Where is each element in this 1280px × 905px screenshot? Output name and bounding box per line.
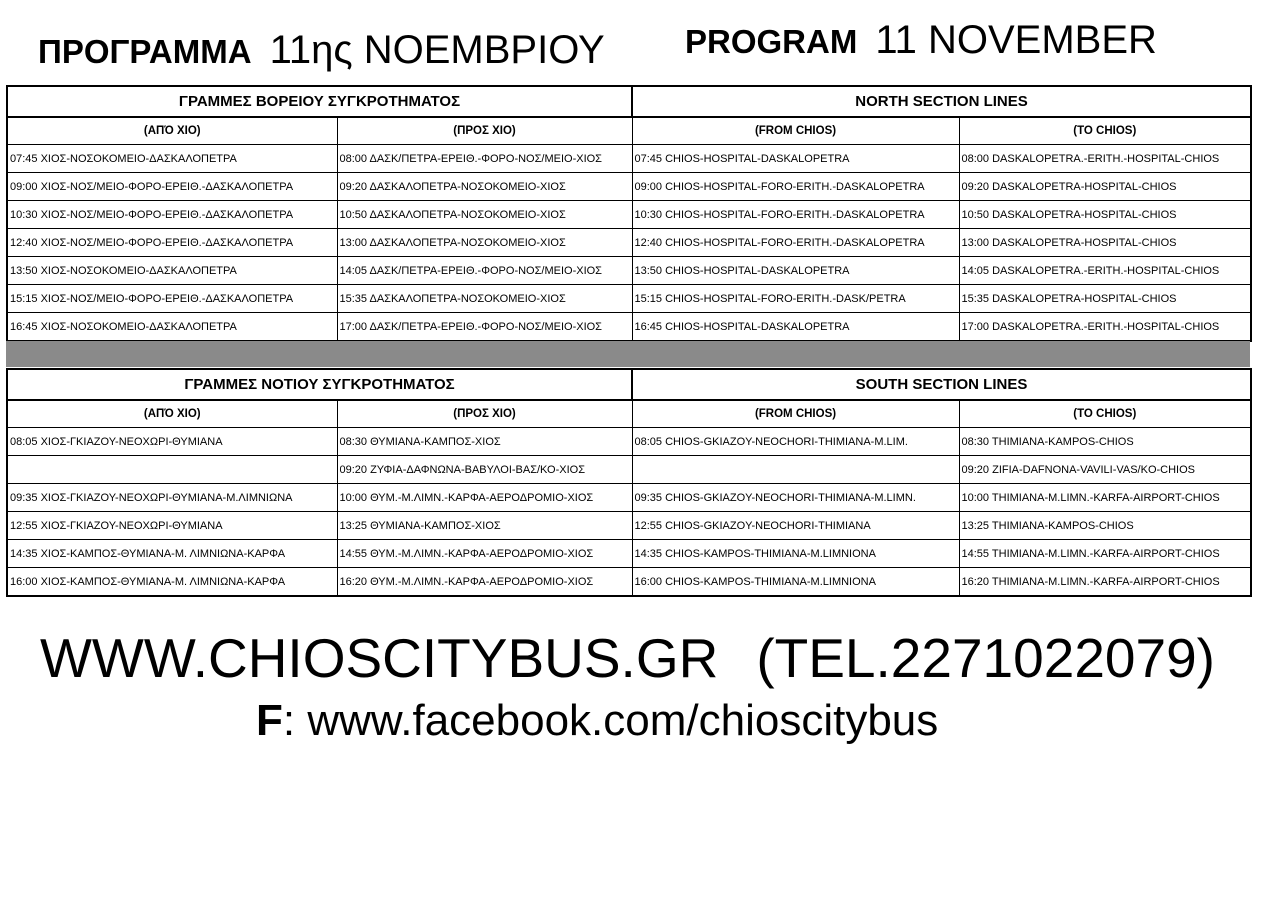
schedule-cell: 16:20 THIMIANA-M.LIMN.-KARFA-AIRPORT-CHIOS (959, 568, 1251, 597)
schedule-cell: 09:35 ΧΙΟΣ-ΓΚΙΑΖΟΥ-ΝΕΟΧΩΡΙ-ΘΥΜΙΑΝΑ-Μ.ΛΙΜΝΙΩΝΑ (7, 484, 337, 512)
schedule-cell: 13:50 CHIOS-HOSPITAL-DASKALOPETRA (632, 257, 959, 285)
north-english-title: NORTH SECTION LINES (632, 86, 1251, 117)
schedule-cell: 12:55 CHIOS-GKIAZOY-NEOCHORI-THIMIANA (632, 512, 959, 540)
schedule-cell: 09:20 ZIFIA-DAFNONA-VAVILI-VAS/KO-CHIOS (959, 456, 1251, 484)
schedule-cell: 07:45 ΧΙΟΣ-ΝΟΣΟΚΟΜΕΙΟ-ΔΑΣΚΑΛΟΠΕΤΡΑ (7, 145, 337, 173)
schedule-cell: 14:55 THIMIANA-M.LIMN.-KARFA-AIRPORT-CHIOS (959, 540, 1251, 568)
schedule-cell: 13:00 ΔΑΣΚΑΛΟΠΕΤΡΑ-ΝΟΣΟΚΟΜΕΙΟ-ΧΙΟΣ (337, 229, 632, 257)
north-column-header: (ΠΡΟΣ ΧΙΟ) (337, 117, 632, 145)
schedule-cell: 12:40 ΧΙΟΣ-ΝΟΣ/ΜΕΙΟ-ΦΟΡΟ-ΕΡΕΙΘ.-ΔΑΣΚΑΛΟΠΕΤΡΑ (7, 229, 337, 257)
schedule-cell: 16:45 ΧΙΟΣ-ΝΟΣΟΚΟΜΕΙΟ-ΔΑΣΚΑΛΟΠΕΤΡΑ (7, 313, 337, 342)
table-row (7, 484, 1251, 512)
schedule-cell: 13:00 DASKALOPETRA-HOSPITAL-CHIOS (959, 229, 1251, 257)
schedule-cell: 15:35 ΔΑΣΚΑΛΟΠΕΤΡΑ-ΝΟΣΟΚΟΜΕΙΟ-ΧΙΟΣ (337, 285, 632, 313)
schedule-cell: 10:30 ΧΙΟΣ-ΝΟΣ/ΜΕΙΟ-ΦΟΡΟ-ΕΡΕΙΘ.-ΔΑΣΚΑΛΟΠΕΤΡΑ (7, 201, 337, 229)
schedule-cell: 08:05 ΧΙΟΣ-ΓΚΙΑΖΟΥ-ΝΕΟΧΩΡΙ-ΘΥΜΙΑΝΑ (7, 428, 337, 456)
schedule-cell: 17:00 DASKALOPETRA.-ERITH.-HOSPITAL-CHIOS (959, 313, 1251, 342)
schedule-cell: 08:00 ΔΑΣΚ/ΠΕΤΡΑ-ΕΡΕΙΘ.-ΦΟΡΟ-ΝΟΣ/ΜΕΙΟ-ΧΙΟΣ (337, 145, 632, 173)
schedule-cell: 10:50 ΔΑΣΚΑΛΟΠΕΤΡΑ-ΝΟΣΟΚΟΜΕΙΟ-ΧΙΟΣ (337, 201, 632, 229)
table-row (7, 229, 1251, 257)
facebook-link[interactable]: : www.facebook.com/chioscitybus (282, 696, 939, 745)
schedule-cell: 12:40 CHIOS-HOSPITAL-FORO-ERITH.-DASKALOPETRA (632, 229, 959, 257)
facebook-icon: F (256, 696, 283, 745)
schedule-cell: 14:35 CHIOS-KAMPOS-THIMIANA-M.LIMNIONA (632, 540, 959, 568)
schedule-cell: 09:20 ΖΥΦΙΑ-ΔΑΦΝΩΝΑ-ΒΑΒΥΛΟΙ-ΒΑΣ/ΚΟ-ΧΙΟΣ (337, 456, 632, 484)
schedule-cell: 16:00 CHIOS-KAMPOS-THIMIANA-M.LIMNIONA (632, 568, 959, 597)
phone-number: (TEL.2271022079) (756, 627, 1215, 689)
schedule-cell: 14:05 DASKALOPETRA.-ERITH.-HOSPITAL-CHIOS (959, 257, 1251, 285)
section-divider (6, 341, 1250, 367)
table-row (7, 313, 1251, 342)
schedule-cell: 10:00 THIMIANA-M.LIMN.-KARFA-AIRPORT-CHIOS (959, 484, 1251, 512)
table-row (7, 201, 1251, 229)
schedule-cell: 09:00 CHIOS-HOSPITAL-FORO-ERITH.-DASKALOPETRA (632, 173, 959, 201)
schedule-cell: 07:45 CHIOS-HOSPITAL-DASKALOPETRA (632, 145, 959, 173)
schedule-cell (632, 456, 959, 484)
schedule-cell: 09:20 ΔΑΣΚΑΛΟΠΕΤΡΑ-ΝΟΣΟΚΟΜΕΙΟ-ΧΙΟΣ (337, 173, 632, 201)
north-schedule-table (6, 85, 1252, 342)
website-link[interactable]: WWW.CHIOSCITYBUS.GR (40, 627, 719, 689)
footer-contact (40, 628, 1215, 689)
south-column-header: (FROM CHIOS) (632, 400, 959, 428)
greek-date: 11ης ΝΟΕΜΒΡΙΟΥ (269, 28, 605, 72)
schedule-cell: 09:00 ΧΙΟΣ-ΝΟΣ/ΜΕΙΟ-ΦΟΡΟ-ΕΡΕΙΘ.-ΔΑΣΚΑΛΟΠΕΤΡΑ (7, 173, 337, 201)
north-column-header: (TO CHIOS) (959, 117, 1251, 145)
schedule-cell: 10:30 CHIOS-HOSPITAL-FORO-ERITH.-DASKALOPETRA (632, 201, 959, 229)
south-schedule-table (6, 368, 1252, 597)
schedule-cell: 12:55 ΧΙΟΣ-ΓΚΙΑΖΟΥ-ΝΕΟΧΩΡΙ-ΘΥΜΙΑΝΑ (7, 512, 337, 540)
table-row (7, 512, 1251, 540)
schedule-cell: 13:50 ΧΙΟΣ-ΝΟΣΟΚΟΜΕΙΟ-ΔΑΣΚΑΛΟΠΕΤΡΑ (7, 257, 337, 285)
schedule-cell: 09:20 DASKALOPETRA-HOSPITAL-CHIOS (959, 173, 1251, 201)
schedule-cell: 14:35 ΧΙΟΣ-ΚΑΜΠΟΣ-ΘΥΜΙΑΝΑ-Μ. ΛΙΜΝΙΩΝΑ-ΚΑΡΦΑ (7, 540, 337, 568)
north-column-header: (ΑΠΌ ΧΙΟ) (7, 117, 337, 145)
schedule-cell: 08:30 ΘΥΜΙΑΝΑ-ΚΑΜΠΟΣ-ΧΙΟΣ (337, 428, 632, 456)
schedule-cell: 08:05 CHIOS-GKIAZOY-NEOCHORI-THIMIANA-M.LIM. (632, 428, 959, 456)
south-column-header: (TO CHIOS) (959, 400, 1251, 428)
south-column-header: (ΠΡΟΣ ΧΙΟ) (337, 400, 632, 428)
schedule-cell: 09:35 CHIOS-GKIAZOY-NEOCHORI-THIMIANA-M.LIMN. (632, 484, 959, 512)
south-column-header: (ΑΠΌ ΧΙΟ) (7, 400, 337, 428)
english-program-label: PROGRAM (685, 23, 858, 60)
schedule-cell: 17:00 ΔΑΣΚ/ΠΕΤΡΑ-ΕΡΕΙΘ.-ΦΟΡΟ-ΝΟΣ/ΜΕΙΟ-ΧΙΟΣ (337, 313, 632, 342)
schedule-cell: 13:25 THIMIANA-KAMPOS-CHIOS (959, 512, 1251, 540)
table-row (7, 145, 1251, 173)
table-row (7, 456, 1251, 484)
english-heading (685, 20, 1157, 60)
schedule-cell: 15:35 DASKALOPETRA-HOSPITAL-CHIOS (959, 285, 1251, 313)
schedule-cell: 08:30 THIMIANA-KAMPOS-CHIOS (959, 428, 1251, 456)
north-greek-title: ΓΡΑΜΜΕΣ ΒΟΡΕΙΟΥ ΣΥΓΚΡΟΤΗΜΑΤΟΣ (7, 86, 632, 117)
schedule-cell: 08:00 DASKALOPETRA.-ERITH.-HOSPITAL-CHIOS (959, 145, 1251, 173)
greek-program-label: ΠΡΟΓΡΑΜΜΑ (38, 33, 252, 70)
footer-facebook (256, 697, 938, 745)
table-row (7, 173, 1251, 201)
north-column-header: (FROM CHIOS) (632, 117, 959, 145)
south-greek-title: ΓΡΑΜΜΕΣ ΝΟΤΙΟΥ ΣΥΓΚΡΟΤΗΜΑΤΟΣ (7, 369, 632, 400)
table-row (7, 428, 1251, 456)
schedule-cell: 13:25 ΘΥΜΙΑΝΑ-ΚΑΜΠΟΣ-ΧΙΟΣ (337, 512, 632, 540)
schedule-cell: 15:15 CHIOS-HOSPITAL-FORO-ERITH.-DASK/PETRA (632, 285, 959, 313)
schedule-cell: 10:00 ΘΥΜ.-Μ.ΛΙΜΝ.-ΚΑΡΦΑ-ΑΕΡΟΔΡΟΜΙΟ-ΧΙΟΣ (337, 484, 632, 512)
schedule-cell: 16:00 ΧΙΟΣ-ΚΑΜΠΟΣ-ΘΥΜΙΑΝΑ-Μ. ΛΙΜΝΙΩΝΑ-ΚΑΡΦΑ (7, 568, 337, 597)
table-row (7, 568, 1251, 597)
english-date: 11 NOVEMBER (875, 18, 1157, 62)
table-row (7, 540, 1251, 568)
schedule-cell: 14:55 ΘΥΜ.-Μ.ΛΙΜΝ.-ΚΑΡΦΑ-ΑΕΡΟΔΡΟΜΙΟ-ΧΙΟΣ (337, 540, 632, 568)
greek-heading (38, 30, 605, 70)
schedule-cell: 16:20 ΘΥΜ.-Μ.ΛΙΜΝ.-ΚΑΡΦΑ-ΑΕΡΟΔΡΟΜΙΟ-ΧΙΟΣ (337, 568, 632, 597)
schedule-cell: 16:45 CHIOS-HOSPITAL-DASKALOPETRA (632, 313, 959, 342)
south-english-title: SOUTH SECTION LINES (632, 369, 1251, 400)
schedule-cell: 10:50 DASKALOPETRA-HOSPITAL-CHIOS (959, 201, 1251, 229)
table-row (7, 285, 1251, 313)
schedule-cell: 15:15 ΧΙΟΣ-ΝΟΣ/ΜΕΙΟ-ΦΟΡΟ-ΕΡΕΙΘ.-ΔΑΣΚΑΛΟΠΕΤΡΑ (7, 285, 337, 313)
table-row (7, 257, 1251, 285)
schedule-cell (7, 456, 337, 484)
schedule-cell: 14:05 ΔΑΣΚ/ΠΕΤΡΑ-ΕΡΕΙΘ.-ΦΟΡΟ-ΝΟΣ/ΜΕΙΟ-ΧΙΟΣ (337, 257, 632, 285)
